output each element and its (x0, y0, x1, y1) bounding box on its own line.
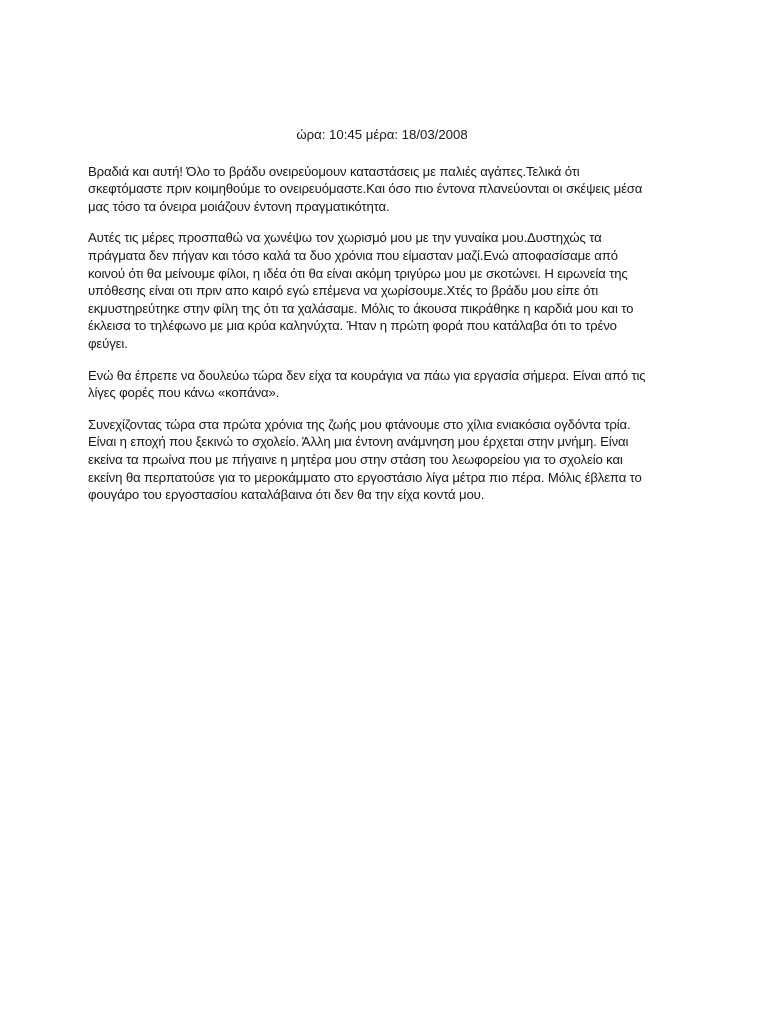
text-line: έκλεισα το τηλέφωνο με μια κρύα καληνύχτα. Ήταν η πρώτη φορά που κατάλαβα ότι το τρένο (88, 318, 617, 334)
text-line: φεύγει. (88, 335, 128, 351)
paragraph-3 (88, 367, 688, 402)
text-line: κοινού ότι θα μείνουμε φίλοι, η ιδέα ότι θα είναι ακόμη τριγύρω μου με σκοτώνει. Η ειρωνεία της (88, 265, 628, 281)
text-line: Ενώ θα έπρεπε να δουλεύω τώρα δεν είχα τα κουράγια να πάω για εργασία σήμερα. Είναι από τις (88, 367, 646, 383)
text-line: υπόθεσης είναι οτι πριν απο καιρό εγώ επέμενα να χωρίσουμε.Χτές το βράδυ μου είπε ότι (88, 283, 599, 299)
text-line: Συνεχίζοντας τώρα στα πρώτα χρόνια της ζωής μου φτάνουμε στο χίλια ενιακόσια ογδόντα τρία. (88, 416, 631, 432)
text-line: εκείνα τα πρωίνα που με πήγαινε η μητέρα μου στην στάση του λεωφορείου για το σχολείο και (88, 451, 623, 467)
text-line: εκείνη θα περπατούσε για το μεροκάμματο στο εργοστάσιο λίγα μέτρα πιο πέρα. Μόλις έβλεπα το (88, 469, 642, 485)
text-line: μας τόσο τα όνειρα μοιάζουν έντονη πραγματικότητα. (88, 198, 390, 214)
text-line: φουγάρο του εργοστασίου καταλάβαινα ότι δεν θα την είχα κοντά μου. (88, 487, 485, 503)
text-line: Είναι η εποχή που ξεκινώ το σχολείο. Άλλη μια έντονη ανάμνηση μου έρχεται στην μνήμη. Είναι (88, 434, 629, 450)
entry-heading: ώρα: 10:45 μέρα: 18/03/2008 (296, 127, 468, 142)
paragraph-4 (88, 416, 688, 504)
text-line: λίγες φορές που κάνω «κοπάνα». (88, 385, 280, 401)
paragraph-2 (88, 229, 688, 352)
text-line: σκεφτόμαστε πριν κοιμηθούμε το ονειρευόμαστε.Και όσο πιο έντονα πλανεύονται οι σκέψεις μέσα (88, 181, 643, 197)
text-line: Βραδιά και αυτή! Όλο το βράδυ ονειρεύομουν καταστάσεις με παλιές αγάπες.Τελικά ότι (88, 163, 580, 179)
paragraph-1 (88, 163, 688, 216)
text-line: πράγματα δεν πήγαν και τόσο καλά τα δυο χρόνια που είμασταν μαζί.Ενώ αποφασίσαμε από (88, 247, 618, 263)
text-line: Αυτές τις μέρες προσπαθώ να χωνέψω τον χωρισμό μου με την γυναίκα μου.Δυστηχώς τα (88, 230, 602, 246)
text-line: εκμυστηρεύτηκε στην φίλη της ότι τα χαλάσαμε. Μόλις το άκουσα πικράθηκε η καρδιά μου και το (88, 300, 634, 316)
